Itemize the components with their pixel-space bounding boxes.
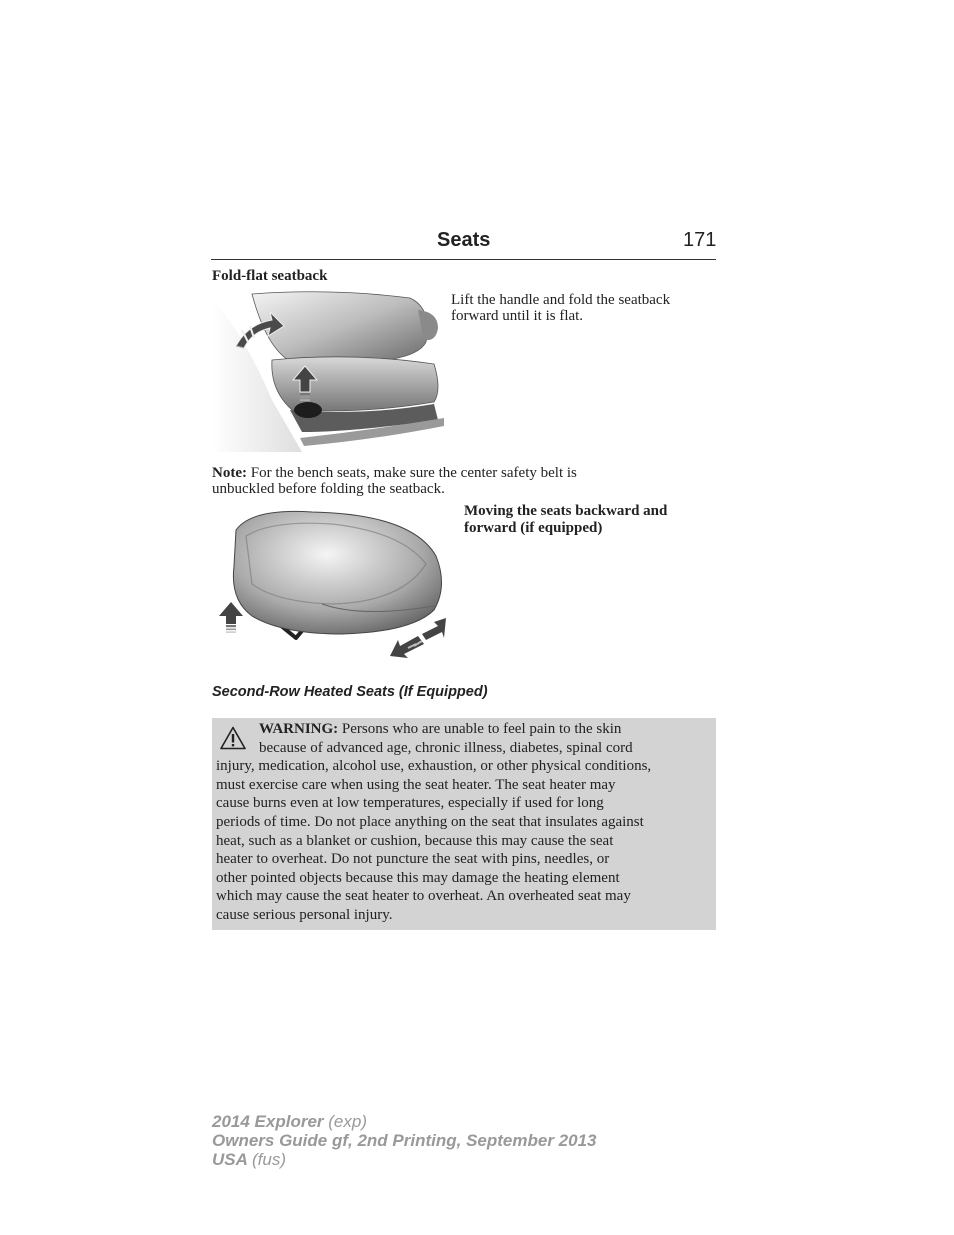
adjust-handle-arrow-icon xyxy=(219,602,243,633)
header-divider xyxy=(211,259,716,260)
page-number: 171 xyxy=(683,229,717,251)
footer-model xyxy=(212,1112,367,1132)
footer-model-code: (exp) xyxy=(328,1112,367,1131)
note-label: Note: xyxy=(212,465,247,481)
footer-market-name: USA xyxy=(212,1150,248,1169)
fold-flat-heading: Fold-flat seatback xyxy=(212,268,328,284)
warning-line: because of advanced age, chronic illness, diabetes, spinal cord xyxy=(259,739,633,756)
warning-triangle-icon xyxy=(220,726,246,750)
seat-slide-illustration xyxy=(212,506,452,660)
warning-box xyxy=(212,718,716,930)
fold-flat-instruction-line1: Lift the handle and fold the seatback xyxy=(451,292,671,308)
fold-flat-note-line2: unbuckled before folding the seatback. xyxy=(212,481,445,497)
warning-line: periods of time. Do not place anything on the seat that insulates against xyxy=(216,814,644,830)
warning-first-line xyxy=(259,720,621,739)
heated-seats-heading: Second-Row Heated Seats (If Equipped) xyxy=(212,684,488,700)
warning-line: other pointed objects because this may damage the heating element xyxy=(216,869,620,886)
warning-text-first: Persons who are unable to feel pain to the skin xyxy=(338,721,622,737)
warning-line: which may cause the seat heater to overheat. An overheated seat may xyxy=(216,888,631,905)
footer-model-name: 2014 Explorer xyxy=(212,1112,324,1131)
warning-line: heat, such as a blanket or cushion, because this may cause the seat xyxy=(216,832,614,849)
fold-flat-instruction-line2: forward until it is flat. xyxy=(451,308,584,324)
moving-seats-heading-line1: Moving the seats backward and xyxy=(464,503,668,519)
warning-line: cause burns even at low temperatures, especially if used for long xyxy=(216,795,604,812)
fold-flat-seatback-illustration xyxy=(212,290,444,452)
fold-flat-note-line1 xyxy=(212,465,577,482)
footer-market xyxy=(212,1150,286,1170)
moving-seats-heading-line2: forward (if equipped) xyxy=(464,520,603,536)
warning-line: heater to overheat. Do not puncture the seat with pins, needles, or xyxy=(216,851,610,868)
warning-line: cause serious personal injury. xyxy=(216,907,393,923)
note-text-line1: For the bench seats, make sure the center safety belt is xyxy=(246,465,577,481)
footer-market-code: (fus) xyxy=(252,1150,286,1169)
page-section-title: Seats xyxy=(437,229,491,251)
warning-line: injury, medication, alcohol use, exhaustion, or other physical conditions, xyxy=(216,758,652,775)
footer-guide: Owners Guide gf, 2nd Printing, September 2013 xyxy=(212,1131,597,1150)
warning-label: WARNING: xyxy=(259,721,339,737)
warning-line: must exercise care when using the seat heater. The seat heater may xyxy=(216,776,616,793)
